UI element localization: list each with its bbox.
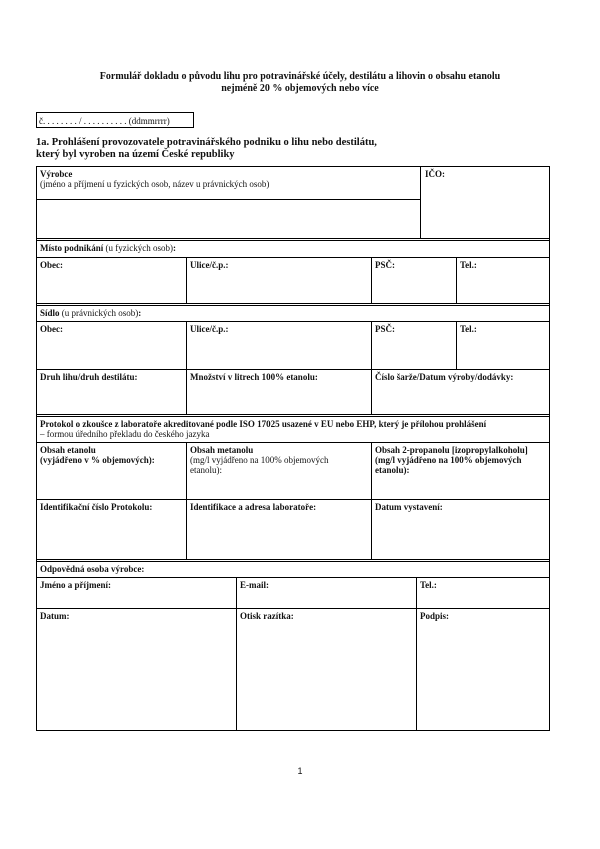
methanol-cell[interactable] xyxy=(190,445,328,475)
propanol-hint-2: etanolu): xyxy=(375,465,410,475)
producer-hint: (jméno a příjmení u fyzických osob, název u právnických osob) xyxy=(40,179,270,189)
ethanol-cell[interactable] xyxy=(40,445,155,465)
ethanol-hint: (vyjádřeno v % objemových): xyxy=(40,455,155,465)
signature-label[interactable]: Podpis: xyxy=(420,611,450,621)
propanol-hint-1: (mg/l vyjádřeno na 100% objemových xyxy=(375,455,522,465)
protocol-id-label[interactable]: Identifikační číslo Protokolu: xyxy=(40,502,153,512)
form-table xyxy=(36,166,550,731)
divider xyxy=(186,321,187,369)
document-title xyxy=(60,71,540,95)
divider xyxy=(371,257,372,304)
divider xyxy=(186,257,187,304)
batch-label[interactable]: Číslo šarže/Datum výroby/dodávky: xyxy=(375,372,514,382)
ro-tel-label[interactable]: Tel.: xyxy=(460,324,477,334)
methanol-hint-2: etanolu): xyxy=(190,465,222,475)
divider xyxy=(37,559,549,562)
pob-street-label[interactable]: Ulice/č.p.: xyxy=(190,260,229,270)
protocol-subheading: – formou úředního překladu do českého jazyka xyxy=(40,429,210,439)
section-heading-line-1: 1a. Prohlášení provozovatele potravinářského podniku o lihu nebo destilátu, xyxy=(36,137,377,148)
tel-label[interactable]: Tel.: xyxy=(420,580,437,590)
name-label[interactable]: Jméno a příjmení: xyxy=(40,580,111,590)
pob-zip-label[interactable]: PSČ: xyxy=(375,260,395,270)
divider xyxy=(37,608,549,609)
propanol-label: Obsah 2-propanolu [izopropylalkoholu] xyxy=(375,445,528,455)
stamp-label[interactable]: Otisk razítka: xyxy=(240,611,294,621)
divider xyxy=(371,321,372,369)
divider xyxy=(37,442,549,443)
place-of-business-heading: Místo podnikání (u fyzických osob): xyxy=(40,243,177,253)
lab-label[interactable]: Identifikace a adresa laboratoře: xyxy=(190,502,317,512)
page-number: 1 xyxy=(297,766,303,776)
pob-city-label[interactable]: Obec: xyxy=(40,260,63,270)
propanol-cell[interactable] xyxy=(375,445,528,475)
divider xyxy=(236,577,237,730)
divider xyxy=(186,442,187,560)
email-label[interactable]: E-mail: xyxy=(240,580,269,590)
registered-office-heading: Sídlo (u právnických osob): xyxy=(40,308,142,318)
methanol-label: Obsah metanolu xyxy=(190,445,254,455)
product-quantity-label[interactable]: Množství v litrech 100% etanolu: xyxy=(190,372,318,382)
divider xyxy=(37,414,549,417)
divider xyxy=(456,257,457,304)
divider xyxy=(37,238,549,241)
producer-label: Výrobce xyxy=(40,169,73,179)
divider xyxy=(186,369,187,415)
protocol-heading xyxy=(40,419,546,439)
ro-city-label[interactable]: Obec: xyxy=(40,324,63,334)
producer-inner-divider xyxy=(37,199,420,200)
title-line-2: nejméně 20 % objemových nebo více xyxy=(221,83,379,94)
ico-label[interactable]: IČO: xyxy=(425,169,445,179)
date-label[interactable]: Datum: xyxy=(40,611,70,621)
divider xyxy=(37,303,549,306)
issue-date-label[interactable]: Datum vystavení: xyxy=(375,502,443,512)
section-heading-line-2: který byl vyroben na území České republiky xyxy=(36,149,235,160)
divider xyxy=(37,321,549,322)
divider xyxy=(371,442,372,560)
pob-tel-label[interactable]: Tel.: xyxy=(460,260,477,270)
section-heading xyxy=(36,137,456,161)
reference-number-field[interactable]: č. . . . . . . . / . . . . . . . . . . (ddmmrrrr) xyxy=(36,112,194,128)
producer-cell[interactable] xyxy=(40,169,269,189)
product-type-label[interactable]: Druh lihu/druh destilátu: xyxy=(40,372,138,382)
divider xyxy=(416,577,417,730)
methanol-hint-1: (mg/l vyjádřeno na 100% objemových xyxy=(190,455,329,465)
divider xyxy=(37,257,549,258)
responsible-heading: Odpovědná osoba výrobce: xyxy=(40,564,145,574)
protocol-heading-text: Protokol o zkoušce z laboratoře akreditované podle ISO 17025 usazené v EU nebo EHP, který je přílohou prohlášení xyxy=(40,419,487,429)
ethanol-label: Obsah etanolu xyxy=(40,445,96,455)
divider xyxy=(456,321,457,369)
title-line-1: Formulář dokladu o původu lihu pro potravinářské účely, destilátu a lihovin o obsahu etanolu xyxy=(99,71,501,82)
divider xyxy=(37,369,549,370)
ro-street-label[interactable]: Ulice/č.p.: xyxy=(190,324,229,334)
divider xyxy=(371,369,372,415)
divider xyxy=(37,577,549,578)
divider xyxy=(37,499,549,500)
divider xyxy=(420,167,421,239)
ro-zip-label[interactable]: PSČ: xyxy=(375,324,395,334)
